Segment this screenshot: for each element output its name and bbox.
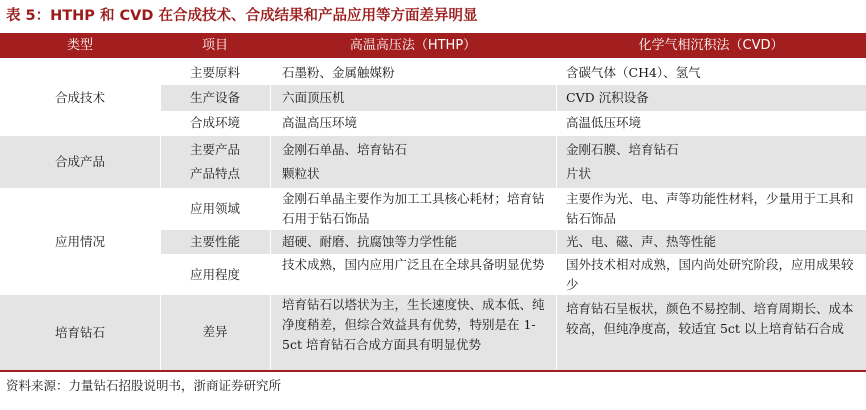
item-cell: 产品特点 [189, 166, 240, 181]
cvd-cell: 主要作为光、电、声等功能性材料，少量用于工具和钻石饰品 [566, 191, 854, 226]
category-cell: 合成技术 [54, 90, 105, 105]
header-cvd: 化学气相沉积法（CVD） [638, 38, 784, 53]
hthp-cell: 超硬、耐磨、抗腐蚀等力学性能 [282, 234, 458, 249]
header-category: 类型 [66, 38, 93, 53]
cvd-cell: 高温低压环境 [566, 115, 642, 130]
cvd-cell: 培育钻石呈板状，颜色不易控制、培育周期长、成本较高，但纯净度高，较适宜 5ct 以上培育钻石合成 [566, 301, 854, 336]
item-cell: 差异 [202, 324, 228, 339]
hthp-cell: 培育钻石以塔状为主，生长速度快、成本低、纯净度稍差，但综合效益具有优势，特别是在 1-5ct 培育钻石合成方面具有明显优势 [282, 297, 545, 352]
item-cell: 应用程度 [189, 267, 240, 282]
hthp-cell: 石墨粉、金属触媒粉 [282, 65, 395, 80]
table-header [0, 33, 866, 58]
hthp-cell: 金刚石单晶主要作为加工工具核心耗材；培育钻石用于钻石饰品 [282, 191, 545, 226]
column-divider [270, 59, 271, 370]
cvd-cell: 金刚石膜、培育钻石 [566, 142, 679, 157]
item-cell: 主要原料 [189, 65, 240, 80]
cvd-cell: CVD 沉积设备 [566, 90, 649, 105]
cvd-cell: 国外技术相对成熟，国内尚处研究阶段，应用成果较少 [566, 257, 854, 292]
column-divider [556, 59, 557, 370]
item-cell: 应用领域 [189, 201, 240, 216]
source-note: 资料来源：力量钻石招股说明书，浙商证券研究所 [6, 378, 282, 393]
cvd-cell: 含碳气体（CH4）、氢气 [566, 65, 701, 80]
item-cell: 主要产品 [189, 142, 240, 157]
item-cell: 合成环境 [189, 115, 240, 130]
hthp-cell: 金刚石单晶、培育钻石 [282, 142, 408, 157]
hthp-cell: 技术成熟，国内应用广泛且在全球具备明显优势 [282, 257, 545, 272]
category-cell: 应用情况 [54, 234, 105, 249]
table-bottom-rule [0, 370, 866, 372]
cvd-cell: 片状 [566, 166, 592, 181]
cvd-cell: 光、电、磁、声、热等性能 [566, 234, 717, 249]
header-item: 项目 [201, 38, 228, 53]
table-title: 表 5：HTHP 和 CVD 在合成技术、合成结果和产品应用等方面差异明显 [6, 8, 478, 24]
column-divider [160, 59, 161, 370]
category-cell: 合成产品 [54, 154, 105, 169]
item-cell: 主要性能 [189, 234, 240, 249]
hthp-cell: 高温高压环境 [282, 115, 358, 130]
hthp-cell: 颗粒状 [282, 166, 320, 181]
item-cell: 生产设备 [189, 90, 240, 105]
header-hthp: 高温高压法（HTHP） [349, 38, 477, 53]
category-cell: 培育钻石 [54, 325, 105, 340]
hthp-cell: 六面顶压机 [282, 90, 345, 105]
